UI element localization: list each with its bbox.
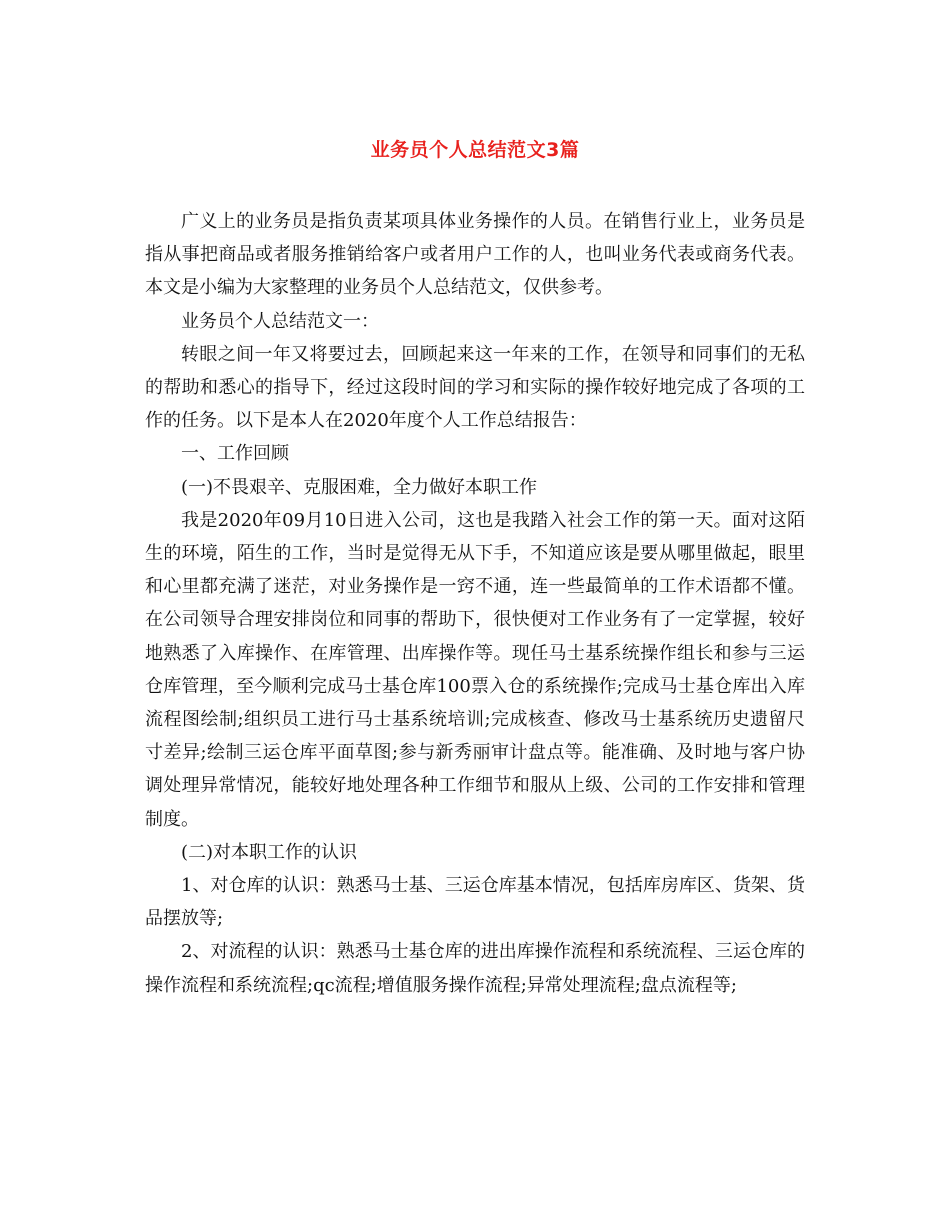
paragraph-work-details: 我是2020年09月10日进入公司，这也是我踏入社会工作的第一天。面对这陌生的环境，陌生的工作，当时是觉得无从下手，不知道应该是要从哪里做起，眼里和心里都充满了迷茫，对业务操作是一窍不通，连一些最简单的工作术语都不懂。在公司领导合理安排岗位和同事的帮助下，很快便对工作业务有了一定掌握，较好地熟悉了入库操作、在库管理、出库操作等。现任马士基系统操作组长和参与三运仓库管理，至今顺利完成马士基仓库100票入仓的系统操作;完成马士基仓库出入库流程图绘制;组织员工进行马士基系统培训;完成核查、修改马士基系统历史遗留尺寸差异;绘制三运仓库平面草图;参与新秀丽审计盘点等。能准确、及时地与客户协调处理异常情况，能较好地处理各种工作细节和服从上级、公司的工作安排和管理制度。	[145, 509, 805, 830]
paragraph-item-warehouse: 1、对仓库的认识：熟悉马士基、三运仓库基本情况，包括库房库区、货架、货品摆放等;	[145, 875, 805, 930]
paragraph-item-process: 2、对流程的认识：熟悉马士基仓库的进出库操作流程和系统流程、三运仓库的操作流程和系统流程;qc流程;增值服务操作流程;异常处理流程;盘点流程等;	[145, 941, 805, 996]
paragraph-subheading-one: (一)不畏艰辛、克服困难，全力做好本职工作	[181, 476, 538, 498]
document-title: 业务员个人总结范文3篇	[370, 139, 580, 161]
document-body	[145, 205, 805, 1002]
paragraph-section-heading: 业务员个人总结范文一：	[181, 310, 379, 332]
paragraph-opening: 转眼之间一年又将要过去，回顾起来这一年来的工作，在领导和同事们的无私的帮助和悉心的指导下，经过这段时间的学习和实际的操作较好地完成了各项的工作的任务。以下是本人在2020年度个人工作总结报告：	[145, 343, 805, 432]
paragraph-subheading-two: (二)对本职工作的认识	[181, 841, 358, 863]
paragraph-heading-review: 一、工作回顾	[181, 443, 289, 465]
paragraph-intro: 广义上的业务员是指负责某项具体业务操作的人员。在销售行业上，业务员是指从事把商品或者服务推销给客户或者用户工作的人，也叫业务代表或商务代表。本文是小编为大家整理的业务员个人总结范文，仅供参考。	[145, 211, 805, 299]
